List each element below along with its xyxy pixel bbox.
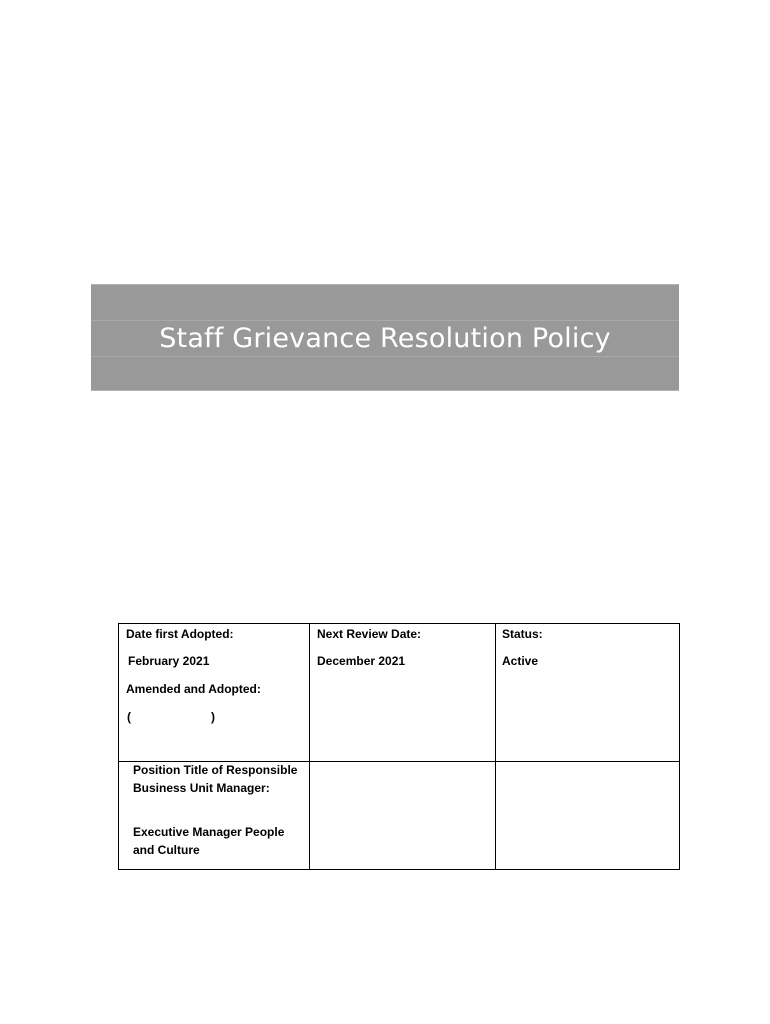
next-review-cell: [310, 624, 496, 762]
title-banner: [91, 284, 679, 391]
amended-adopted-label: Amended and Adopted:: [126, 682, 261, 696]
next-review-value: December 2021: [317, 654, 406, 668]
document-title: Staff Grievance Resolution Policy: [159, 323, 611, 354]
date-first-adopted-label: Date first Adopted:: [126, 627, 234, 641]
amended-adopted-value: ( ): [127, 710, 216, 724]
position-title-label: Position Title of Responsible Business Unit Manager:: [133, 763, 298, 795]
status-cell: [496, 624, 680, 762]
status-value: Active: [502, 654, 539, 668]
position-title-value: Executive Manager People and Culture: [133, 825, 285, 857]
status-label: Status:: [502, 627, 543, 641]
empty-cell: [310, 762, 496, 870]
date-first-adopted-value: February 2021: [128, 654, 210, 668]
next-review-label: Next Review Date:: [317, 627, 422, 641]
empty-cell: [496, 762, 680, 870]
banner-rule-bottom: [91, 356, 679, 357]
policy-info-table: [118, 623, 680, 870]
table-row: [119, 624, 680, 762]
table-row: [119, 762, 680, 870]
position-title-cell: [119, 762, 310, 870]
adoption-cell: [119, 624, 310, 762]
